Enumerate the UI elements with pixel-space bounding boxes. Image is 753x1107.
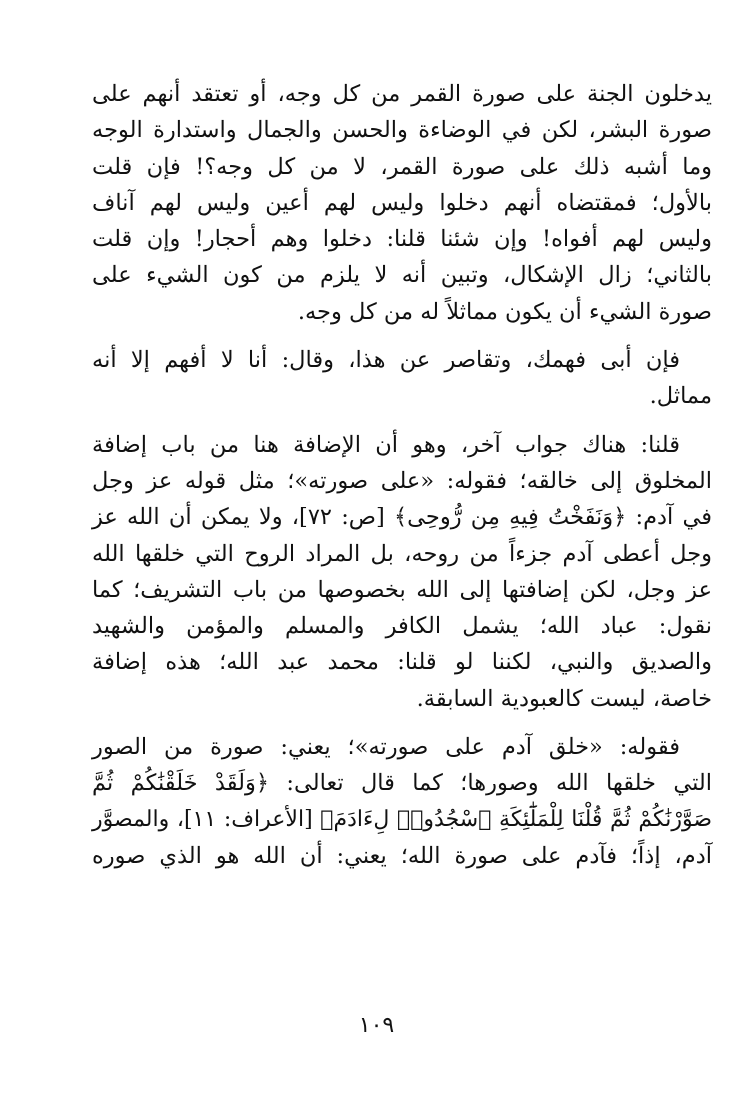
text-line: والصديق والنبي، لكننا لو قلنا: محمد عبد الله؛ هذه إضافة [92, 649, 712, 676]
text-line: مماثل. [649, 383, 712, 410]
text-line: بالأول؛ فمقتضاه أنهم دخلوا وليس لهم أعين وليس لهم آناف [92, 189, 712, 216]
text-line: وليس لهم أفواه! وإن شئنا قلنا: دخلوا وهم أحجار! وإن قلت [92, 226, 712, 253]
text-line: وجل أعطى آدم جزءاً من روحه، بل المراد الروح التي خلقها الله [92, 540, 712, 567]
paragraph-3 [92, 427, 712, 717]
text-line: التي خلقها الله وصورها؛ كما قال تعالى: ﴿وَلَقَدْ خَلَقْنَٰكُمْ ثُمَّ [92, 770, 712, 797]
paragraph-2 [92, 342, 712, 415]
paragraph-4 [92, 729, 712, 874]
text-line: خاصة، ليست كالعبودية السابقة. [416, 685, 712, 712]
text-line: صَوَّرْنَٰكُمْ ثُمَّ قُلْنَا لِلْمَلَٰٓئِكَةِ ٱسْجُدُوا۟ لِءَادَمَ﴾ [الأعراف: ١١]، والمصوَّر [92, 806, 712, 832]
text-line: في آدم: ﴿وَنَفَخْتُ فِيهِ مِن رُّوحِى﴾ [ص: ٧٢]، ولا يمكن أن الله عز [92, 504, 712, 531]
text-line: بالثاني؛ زال الإشكال، وتبين أنه لا يلزم من كون الشيء على [92, 262, 712, 289]
paragraph-1 [92, 76, 712, 330]
text-line: نقول: عباد الله؛ يشمل الكافر والمسلم والمؤمن والشهيد [92, 613, 712, 640]
text-line: وما أشبه ذلك على صورة القمر، لا من كل وجه؟! فإن قلت [92, 153, 712, 180]
text-line: عز وجل، لكن إضافتها إلى الله بخصوصها من باب التشريف؛ كما [92, 576, 712, 603]
text-line: صورة الشيء أن يكون مماثلاً له من كل وجه. [297, 298, 712, 325]
text-line: آدم، إذاً؛ فآدم على صورة الله؛ يعني: أن الله هو الذي صوره [92, 842, 712, 869]
text-line: صورة البشر، لكن في الوضاءة والحسن والجمال واستدارة الوجه [92, 117, 712, 144]
text-line: يدخلون الجنة على صورة القمر من كل وجه، أو تعتقد أنهم على [92, 81, 712, 107]
page-number: ١٠٩ [358, 1013, 395, 1038]
text-line: فقوله: «خلق آدم على صورته»؛ يعني: صورة من الصور [92, 734, 680, 761]
text-line: فإن أبى فهمك، وتقاصر عن هذا، وقال: أنا لا أفهم إلا أنه [92, 347, 680, 374]
page-body [92, 76, 712, 874]
text-line: المخلوق إلى خالقه؛ فقوله: «على صورته»؛ مثل قوله عز وجل [92, 467, 712, 494]
text-line: قلنا: هناك جواب آخر، وهو أن الإضافة هنا من باب إضافة [92, 431, 680, 458]
